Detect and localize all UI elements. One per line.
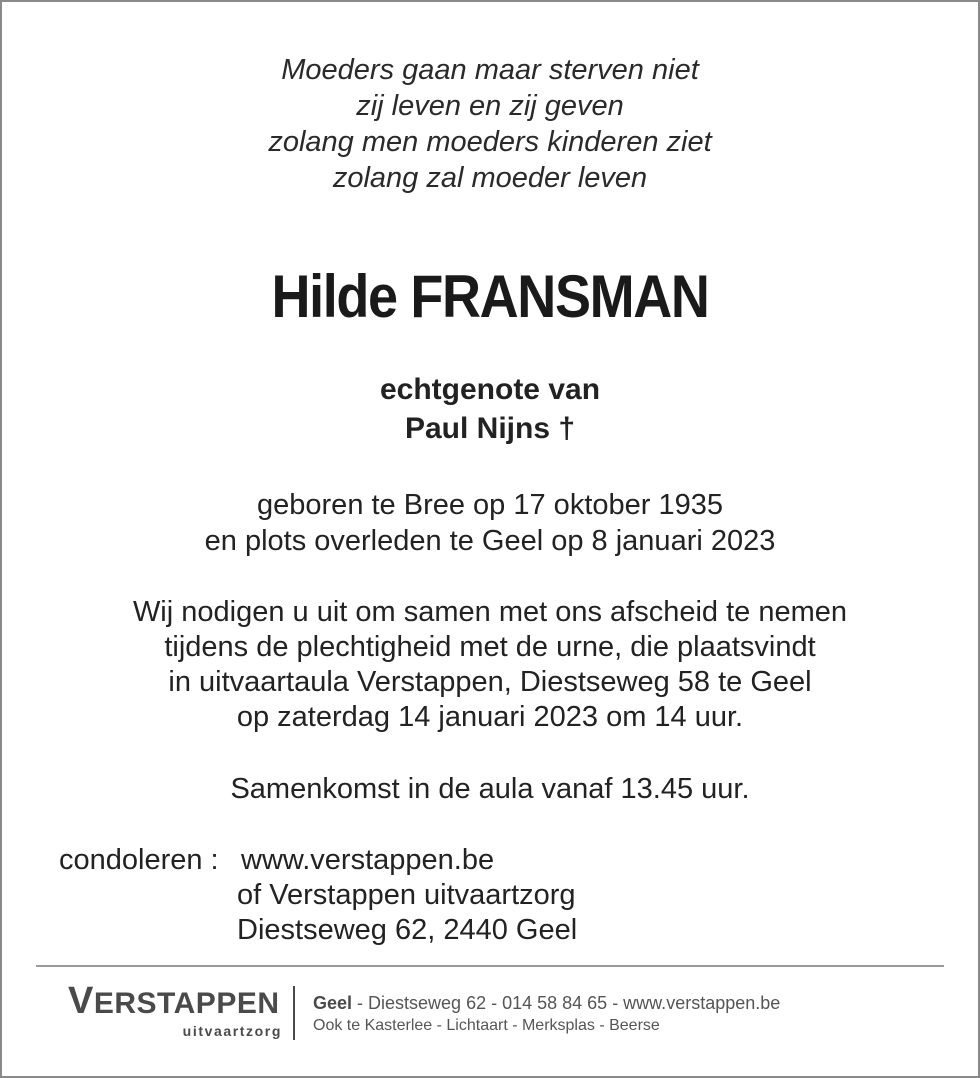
invitation [0, 595, 980, 735]
poem-line: zolang men moeders kinderen ziet [268, 126, 712, 158]
logo-initial: V [68, 980, 94, 1022]
spouse-name: Paul Nijns † [404, 412, 576, 445]
footer-contact-details: - Diestseweg 62 - 014 58 84 65 - www.verstappen.be [352, 993, 781, 1013]
condolences-label: condoleren : [59, 844, 219, 876]
condolences-alt: of Verstappen uitvaartzorg [237, 879, 576, 911]
verstappen-logo [68, 980, 282, 1039]
birth-line: geboren te Bree op 17 oktober 1935 [257, 489, 723, 521]
invitation-line: Wij nodigen u uit om samen met ons afscheid te nemen [132, 596, 848, 628]
footer-contact [313, 991, 780, 1037]
logo-name: ERSTAPPEN [93, 987, 280, 1020]
condolences-website[interactable]: www.verstappen.be [241, 844, 495, 876]
footer-city: Geel [313, 993, 353, 1013]
logo-separator [293, 986, 295, 1040]
logo-subtitle: uitvaartzorg [182, 1023, 282, 1039]
gathering-notice: Samenkomst in de aula vanaf 13.45 uur. [230, 773, 750, 805]
poem-line: zij leven en zij geven [356, 90, 624, 122]
death-line: en plots overleden te Geel op 8 januari 2023 [204, 525, 776, 557]
condolences [59, 843, 577, 948]
footer-divider [36, 965, 944, 967]
invitation-line: tijdens de plechtigheid met de urne, die plaatsvindt [164, 631, 816, 663]
poem-line: Moeders gaan maar sterven niet [281, 54, 699, 86]
condolences-address: Diestseweg 62, 2440 Geel [237, 914, 578, 946]
poem [0, 52, 980, 196]
footer-branches: Ook te Kasterlee - Lichtaart - Merksplas - Beerse [313, 1017, 660, 1034]
invitation-line: in uitvaartaula Verstappen, Diestseweg 58 te Geel [168, 666, 812, 698]
spouse-block [0, 370, 980, 448]
deceased-name: Hilde FRANSMAN [271, 263, 709, 330]
invitation-line: op zaterdag 14 januari 2023 om 14 uur. [236, 701, 744, 733]
life-dates [0, 487, 980, 559]
relation-text: echtgenote van [379, 373, 601, 406]
poem-line: zolang zal moeder leven [332, 162, 648, 194]
